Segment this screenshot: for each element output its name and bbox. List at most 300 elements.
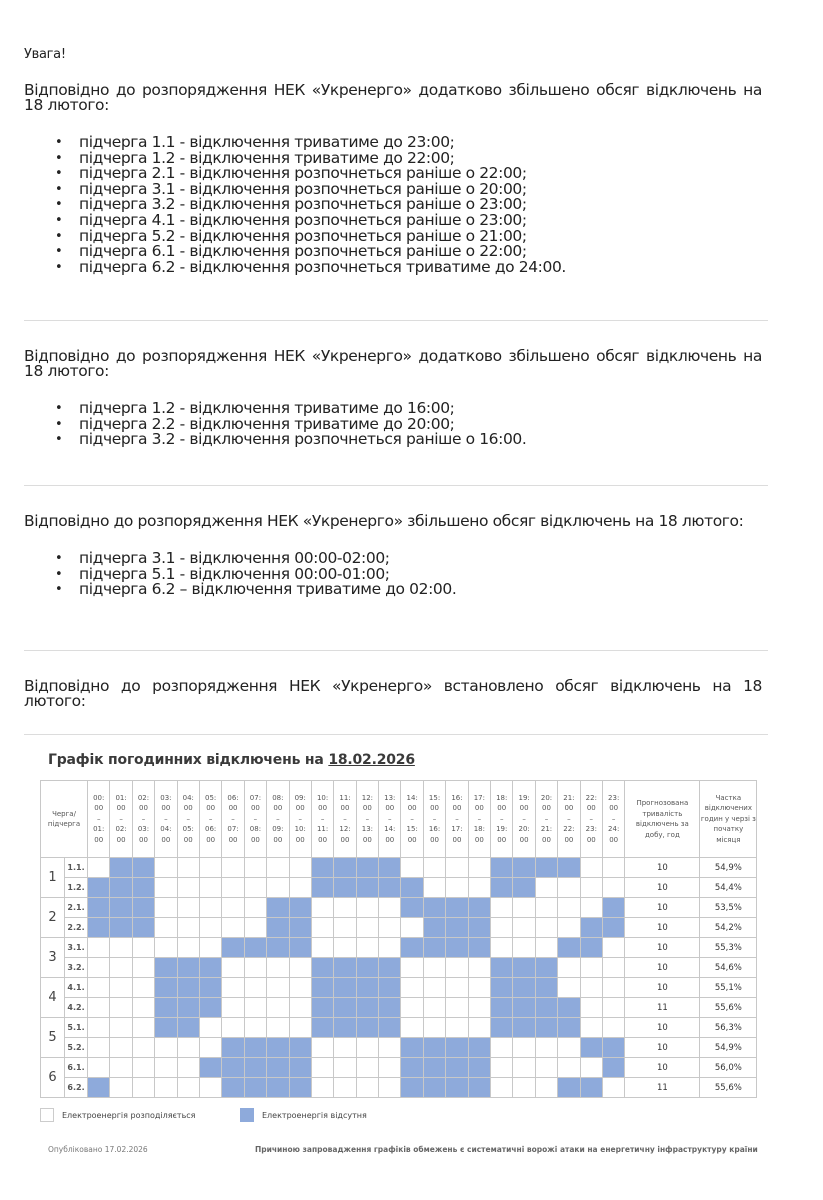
- hour-cell-power: [244, 858, 266, 878]
- hour-cell-outage: [289, 938, 311, 958]
- hour-cell-power: [535, 938, 557, 958]
- header-hour-part: 00: [430, 804, 440, 813]
- header-hour-part: 09:: [272, 825, 284, 834]
- header-hour-part: 00: [273, 835, 283, 844]
- hour-cell-power: [311, 918, 333, 938]
- header-hour-part: 03:: [160, 793, 172, 802]
- hour-cell-power: [334, 1078, 356, 1098]
- header-hour-part: 01:: [93, 825, 105, 834]
- hour-cell-outage: [132, 918, 154, 938]
- share-value: 56,0%: [700, 1058, 757, 1078]
- header-hour-part: 00: [497, 804, 507, 813]
- hour-cell-outage: [513, 958, 535, 978]
- header-hour-part: –: [455, 814, 459, 823]
- subqueue-label: 5.2.: [65, 1038, 88, 1058]
- table-row: [41, 878, 757, 898]
- hour-cell-power: [602, 858, 624, 878]
- hour-cell-power: [558, 958, 580, 978]
- hour-cell-outage: [513, 878, 535, 898]
- hour-cell-power: [177, 1038, 199, 1058]
- header-hour-part: 00: [295, 804, 305, 813]
- hour-cell-outage: [267, 1078, 289, 1098]
- table-row: [41, 1018, 757, 1038]
- hour-cell-power: [401, 858, 423, 878]
- hour-cell-outage: [289, 1038, 311, 1058]
- hour-cell-outage: [199, 958, 221, 978]
- hour-cell-outage: [379, 998, 401, 1018]
- duration-value: 10: [625, 978, 700, 998]
- header-hour-part: –: [522, 814, 526, 823]
- duration-value: 10: [625, 1058, 700, 1078]
- hour-cell-power: [110, 1078, 132, 1098]
- hour-cell-power: [401, 978, 423, 998]
- header-hour-part: –: [253, 814, 258, 823]
- hour-cell-power: [558, 918, 580, 938]
- header-hour-part: 04:: [160, 825, 172, 834]
- hour-cell-power: [513, 1058, 535, 1078]
- hour-cell-power: [132, 938, 154, 958]
- hour-cell-power: [177, 918, 199, 938]
- hour-cell-power: [446, 978, 468, 998]
- hour-cell-power: [580, 978, 602, 998]
- header-hour-part: –: [365, 814, 370, 823]
- hour-cell-outage: [356, 978, 378, 998]
- header-hour-part: 00: [94, 835, 104, 844]
- hour-cell-power: [177, 1058, 199, 1078]
- duration-value: 11: [625, 1078, 700, 1098]
- hour-cell-power: [88, 858, 110, 878]
- hour-cell-outage: [334, 998, 356, 1018]
- hour-cell-outage: [155, 1018, 177, 1038]
- hour-cell-outage: [513, 998, 535, 1018]
- header-hour-part: 22:: [563, 825, 575, 834]
- hour-cell-power: [379, 1078, 401, 1098]
- hour-cell-power: [88, 958, 110, 978]
- header-hour-part: 00: [340, 835, 350, 844]
- hour-cell-outage: [468, 918, 490, 938]
- hour-cell-power: [132, 998, 154, 1018]
- hour-cell-power: [356, 1058, 378, 1078]
- hour-cell-power: [423, 1018, 445, 1038]
- legend-item-on: [40, 1108, 196, 1122]
- header-hour-16: [446, 781, 468, 858]
- hour-cell-power: [468, 1018, 490, 1038]
- hour-cell-outage: [289, 918, 311, 938]
- hour-cell-power: [535, 918, 557, 938]
- notice-heading: Увага!: [24, 47, 66, 62]
- hour-cell-outage: [244, 1078, 266, 1098]
- hour-cell-power: [244, 1018, 266, 1038]
- header-hour-part: 24:: [608, 825, 620, 834]
- hour-cell-outage: [311, 1018, 333, 1038]
- table-header-row: [41, 781, 757, 858]
- hour-cell-power: [267, 998, 289, 1018]
- hour-cell-outage: [379, 878, 401, 898]
- header-hour-part: 00: [318, 804, 328, 813]
- hour-cell-power: [267, 958, 289, 978]
- header-hour-part: 00: [94, 804, 104, 813]
- hour-cell-power: [88, 978, 110, 998]
- hour-cell-power: [199, 898, 221, 918]
- header-hour-part: 13:: [361, 825, 374, 834]
- list-item: • підчерга 5.2 - відключення розпочнеться раніше о 21:00;: [79, 229, 762, 245]
- hour-cell-power: [110, 958, 132, 978]
- hour-cell-outage: [88, 878, 110, 898]
- header-hour-17: [468, 781, 490, 858]
- subqueue-label: 3.2.: [65, 958, 88, 978]
- header-hour-part: 20:: [518, 825, 530, 834]
- header-hour-part: 19:: [518, 793, 530, 802]
- header-hour-part: 14:: [406, 793, 418, 802]
- hour-cell-outage: [222, 1078, 244, 1098]
- hour-cell-outage: [244, 1058, 266, 1078]
- header-hour-part: –: [567, 814, 571, 823]
- header-hour-part: 02:: [137, 793, 150, 802]
- subqueue-label: 2.1.: [65, 898, 88, 918]
- hour-cell-power: [535, 1058, 557, 1078]
- announcement-text: Відповідно до розпорядження НЕК «Укренерго» додатково збільшено обсяг відключень на 18 лютого:: [24, 347, 762, 380]
- hour-cell-power: [401, 958, 423, 978]
- header-hour-part: 00: [362, 804, 372, 813]
- header-hour-part: 00: [362, 835, 372, 844]
- hour-cell-outage: [267, 1058, 289, 1078]
- table-row: [41, 958, 757, 978]
- header-hour-part: 00: [295, 835, 305, 844]
- hour-cell-power: [155, 938, 177, 958]
- hour-cell-power: [535, 898, 557, 918]
- list-item: • підчерга 6.2 – відключення триватиме до 02:00.: [79, 582, 762, 598]
- list-item: • підчерга 1.1 - відключення триватиме до 23:00;: [79, 135, 762, 151]
- header-queue-line2: підчерга: [47, 820, 81, 828]
- hour-cell-power: [155, 1038, 177, 1058]
- hour-cell-outage: [580, 1038, 602, 1058]
- hour-cell-power: [446, 878, 468, 898]
- hour-cell-power: [222, 1018, 244, 1038]
- header-hour-part: 13:: [384, 793, 396, 802]
- hour-cell-power: [267, 858, 289, 878]
- hour-cell-power: [244, 878, 266, 898]
- hour-cell-power: [379, 1038, 401, 1058]
- header-hour-part: 00: [542, 804, 551, 813]
- header-hour-part: 00: [273, 804, 283, 813]
- header-hour-part: –: [544, 814, 549, 823]
- header-hour-part: 00: [564, 804, 574, 813]
- hour-cell-outage: [222, 938, 244, 958]
- hour-cell-power: [222, 858, 244, 878]
- announcement-list: [24, 551, 762, 598]
- table-row: [41, 918, 757, 938]
- hour-cell-power: [88, 1038, 110, 1058]
- hour-cell-power: [446, 858, 468, 878]
- hour-cell-power: [356, 918, 378, 938]
- subqueue-label: 4.1.: [65, 978, 88, 998]
- hour-cell-power: [513, 918, 535, 938]
- hour-cell-outage: [311, 998, 333, 1018]
- subqueue-label: 1.1.: [65, 858, 88, 878]
- list-item: • підчерга 2.1 - відключення розпочнеться раніше о 22:00;: [79, 166, 762, 182]
- hour-cell-outage: [334, 1018, 356, 1038]
- header-hour-part: 19:: [496, 825, 508, 834]
- hour-cell-power: [244, 898, 266, 918]
- header-hour-part: 22:: [585, 793, 597, 802]
- hour-cell-power: [580, 958, 602, 978]
- list-item: • підчерга 3.2 - відключення розпочнеться раніше о 16:00.: [79, 432, 762, 448]
- hour-cell-power: [110, 1038, 132, 1058]
- hour-cell-outage: [177, 978, 199, 998]
- header-hour-part: 00: [542, 835, 551, 844]
- header-hour-part: 00: [452, 804, 462, 813]
- outage-schedule-table: [40, 780, 757, 1098]
- header-hour-part: 03:: [137, 825, 150, 834]
- duration-value: 10: [625, 958, 700, 978]
- header-hour-part: 00:: [93, 793, 105, 802]
- hour-cell-outage: [356, 998, 378, 1018]
- hour-cell-power: [446, 1018, 468, 1038]
- hour-cell-outage: [513, 1018, 535, 1038]
- hour-cell-outage: [558, 858, 580, 878]
- table-body: [41, 858, 757, 1098]
- hour-cell-power: [491, 938, 513, 958]
- hour-cell-power: [267, 1018, 289, 1038]
- list-item: • підчерга 5.1 - відключення 00:00-01:00;: [79, 567, 762, 583]
- header-hour-21: [558, 781, 580, 858]
- hour-cell-power: [379, 918, 401, 938]
- hour-cell-power: [222, 978, 244, 998]
- header-hour-15: [423, 781, 445, 858]
- hour-cell-outage: [535, 858, 557, 878]
- hour-cell-outage: [379, 858, 401, 878]
- list-item: • підчерга 1.2 - відключення триватиме до 22:00;: [79, 151, 762, 167]
- share-value: 55,6%: [700, 1078, 757, 1098]
- hour-cell-power: [401, 998, 423, 1018]
- hour-cell-power: [267, 978, 289, 998]
- header-hour-part: 02:: [115, 825, 127, 834]
- hour-cell-power: [356, 938, 378, 958]
- header-hour-part: –: [164, 814, 168, 823]
- subqueue-label: 5.1.: [65, 1018, 88, 1038]
- share-value: 54,9%: [700, 1038, 757, 1058]
- hour-cell-power: [379, 1058, 401, 1078]
- reason-note: Причиною запровадження графіків обмежень є систематичні ворожі атаки на енергетичну інфраструктуру країни: [255, 1145, 758, 1154]
- hour-cell-outage: [222, 1038, 244, 1058]
- hour-cell-power: [155, 1058, 177, 1078]
- divider: [24, 485, 768, 486]
- hour-cell-outage: [155, 958, 177, 978]
- hour-cell-power: [132, 1018, 154, 1038]
- header-hour-part: 00: [385, 835, 395, 844]
- duration-value: 10: [625, 898, 700, 918]
- header-hour-part: 00: [474, 835, 484, 844]
- header-hour-part: 00: [139, 804, 148, 813]
- header-hour-7: [244, 781, 266, 858]
- list-item: • підчерга 3.2 - відключення розпочнеться раніше о 23:00;: [79, 197, 762, 213]
- header-hour-part: 15:: [428, 793, 441, 802]
- hour-cell-power: [110, 1018, 132, 1038]
- hour-cell-power: [199, 1078, 221, 1098]
- hour-cell-outage: [110, 898, 132, 918]
- header-hour-part: 00: [497, 835, 507, 844]
- header-hour-part: 17:: [451, 825, 463, 834]
- hour-cell-outage: [311, 978, 333, 998]
- header-hour-part: –: [141, 814, 146, 823]
- hour-cell-power: [558, 898, 580, 918]
- header-hour-part: 00: [340, 804, 350, 813]
- hour-cell-power: [513, 1078, 535, 1098]
- hour-cell-power: [468, 958, 490, 978]
- table-row: [41, 978, 757, 998]
- subqueue-label: 1.2.: [65, 878, 88, 898]
- schedule-title: [48, 752, 415, 768]
- hour-cell-power: [379, 938, 401, 958]
- hour-cell-power: [513, 898, 535, 918]
- hour-cell-power: [222, 918, 244, 938]
- header-hour-part: 00: [161, 804, 171, 813]
- hour-cell-power: [602, 878, 624, 898]
- list-item: • підчерга 1.2 - відключення триватиме до 16:00;: [79, 401, 762, 417]
- hour-cell-power: [222, 998, 244, 1018]
- header-hour-part: 06:: [205, 825, 217, 834]
- header-hour-part: 00: [183, 835, 193, 844]
- header-hour-part: 00: [407, 835, 417, 844]
- hour-cell-power: [177, 878, 199, 898]
- hour-cell-power: [468, 878, 490, 898]
- hour-cell-outage: [468, 1078, 490, 1098]
- header-hour-part: 21:: [540, 825, 553, 834]
- hour-cell-outage: [468, 1038, 490, 1058]
- header-duration: Прогнозована тривалість відключень за добу, год: [625, 781, 700, 858]
- header-hour-19: [513, 781, 535, 858]
- header-hour-11: [334, 781, 356, 858]
- header-hour-part: 00: [250, 835, 260, 844]
- hour-cell-outage: [491, 998, 513, 1018]
- hour-cell-power: [244, 998, 266, 1018]
- hour-cell-power: [110, 998, 132, 1018]
- hour-cell-power: [88, 998, 110, 1018]
- hour-cell-power: [177, 898, 199, 918]
- legend-swatch-on: [40, 1108, 54, 1122]
- announcement-1: [24, 83, 762, 275]
- header-hour-part: 00: [116, 835, 126, 844]
- hour-cell-power: [289, 998, 311, 1018]
- hour-cell-outage: [311, 858, 333, 878]
- header-hour-part: 17:: [473, 793, 485, 802]
- header-hour-part: 09:: [294, 793, 306, 802]
- header-hour-part: 14:: [384, 825, 396, 834]
- hour-cell-outage: [199, 1058, 221, 1078]
- header-hour-part: 05:: [205, 793, 217, 802]
- table-row: [41, 858, 757, 878]
- hour-cell-outage: [177, 1018, 199, 1038]
- hour-cell-power: [468, 998, 490, 1018]
- hour-cell-power: [491, 898, 513, 918]
- hour-cell-power: [356, 898, 378, 918]
- hour-cell-power: [244, 958, 266, 978]
- hour-cell-outage: [244, 1038, 266, 1058]
- hour-cell-outage: [580, 1078, 602, 1098]
- header-hour-part: –: [119, 814, 123, 823]
- hour-cell-power: [289, 1018, 311, 1038]
- hour-cell-power: [401, 918, 423, 938]
- hour-cell-outage: [491, 1018, 513, 1038]
- hour-cell-outage: [88, 1078, 110, 1098]
- header-hour-part: 23:: [608, 793, 620, 802]
- hour-cell-outage: [468, 898, 490, 918]
- announcement-list: [24, 401, 762, 448]
- share-value: 55,1%: [700, 978, 757, 998]
- hour-cell-outage: [535, 1018, 557, 1038]
- hour-cell-power: [222, 958, 244, 978]
- hour-cell-outage: [491, 858, 513, 878]
- hour-cell-power: [468, 858, 490, 878]
- hour-cell-power: [535, 1038, 557, 1058]
- header-hour-part: 00: [609, 835, 619, 844]
- table-row: [41, 938, 757, 958]
- header-hour-part: 16:: [451, 793, 463, 802]
- hour-cell-power: [199, 1038, 221, 1058]
- published-date: Опубліковано 17.02.2026: [48, 1145, 148, 1154]
- hour-cell-power: [334, 1058, 356, 1078]
- hour-cell-outage: [334, 958, 356, 978]
- header-hour-part: –: [611, 814, 616, 823]
- hour-cell-power: [356, 1078, 378, 1098]
- list-item: • підчерга 6.1 - відключення розпочнеться раніше о 22:00;: [79, 244, 762, 260]
- legend-label-off: Електроенергія відсутня: [262, 1110, 367, 1120]
- header-hour-part: –: [477, 814, 482, 823]
- hour-cell-power: [311, 1058, 333, 1078]
- share-value: 54,2%: [700, 918, 757, 938]
- header-hour-part: 12:: [339, 825, 351, 834]
- hour-cell-outage: [602, 1058, 624, 1078]
- legend-label-on: Електроенергія розподіляється: [62, 1110, 196, 1120]
- hour-cell-power: [401, 1018, 423, 1038]
- hour-cell-power: [110, 1058, 132, 1078]
- hour-cell-power: [222, 878, 244, 898]
- hour-cell-outage: [446, 898, 468, 918]
- hour-cell-outage: [446, 918, 468, 938]
- hour-cell-power: [88, 1018, 110, 1038]
- hour-cell-outage: [267, 1038, 289, 1058]
- hour-cell-outage: [423, 918, 445, 938]
- hour-cell-power: [423, 998, 445, 1018]
- header-hour-part: 10:: [294, 825, 306, 834]
- hour-cell-outage: [222, 1058, 244, 1078]
- header-hour-part: –: [298, 814, 302, 823]
- share-value: 54,9%: [700, 858, 757, 878]
- subqueue-label: 6.2.: [65, 1078, 88, 1098]
- hour-cell-power: [602, 1078, 624, 1098]
- hour-cell-power: [558, 978, 580, 998]
- header-hour-part: –: [276, 814, 280, 823]
- hour-cell-outage: [446, 938, 468, 958]
- header-hour-part: 11:: [316, 825, 329, 834]
- hour-cell-power: [602, 938, 624, 958]
- queue-group: 3: [41, 938, 65, 978]
- hour-cell-outage: [177, 958, 199, 978]
- hour-cell-outage: [379, 978, 401, 998]
- hour-cell-outage: [401, 1038, 423, 1058]
- hour-cell-power: [334, 898, 356, 918]
- header-hour-3: [155, 781, 177, 858]
- hour-cell-outage: [535, 978, 557, 998]
- hour-cell-power: [289, 978, 311, 998]
- hour-cell-outage: [558, 938, 580, 958]
- header-hour-part: 10:: [316, 793, 329, 802]
- header-hour-22: [580, 781, 602, 858]
- share-value: 55,3%: [700, 938, 757, 958]
- header-hour-part: 08:: [272, 793, 284, 802]
- header-hour-20: [535, 781, 557, 858]
- hour-cell-power: [423, 878, 445, 898]
